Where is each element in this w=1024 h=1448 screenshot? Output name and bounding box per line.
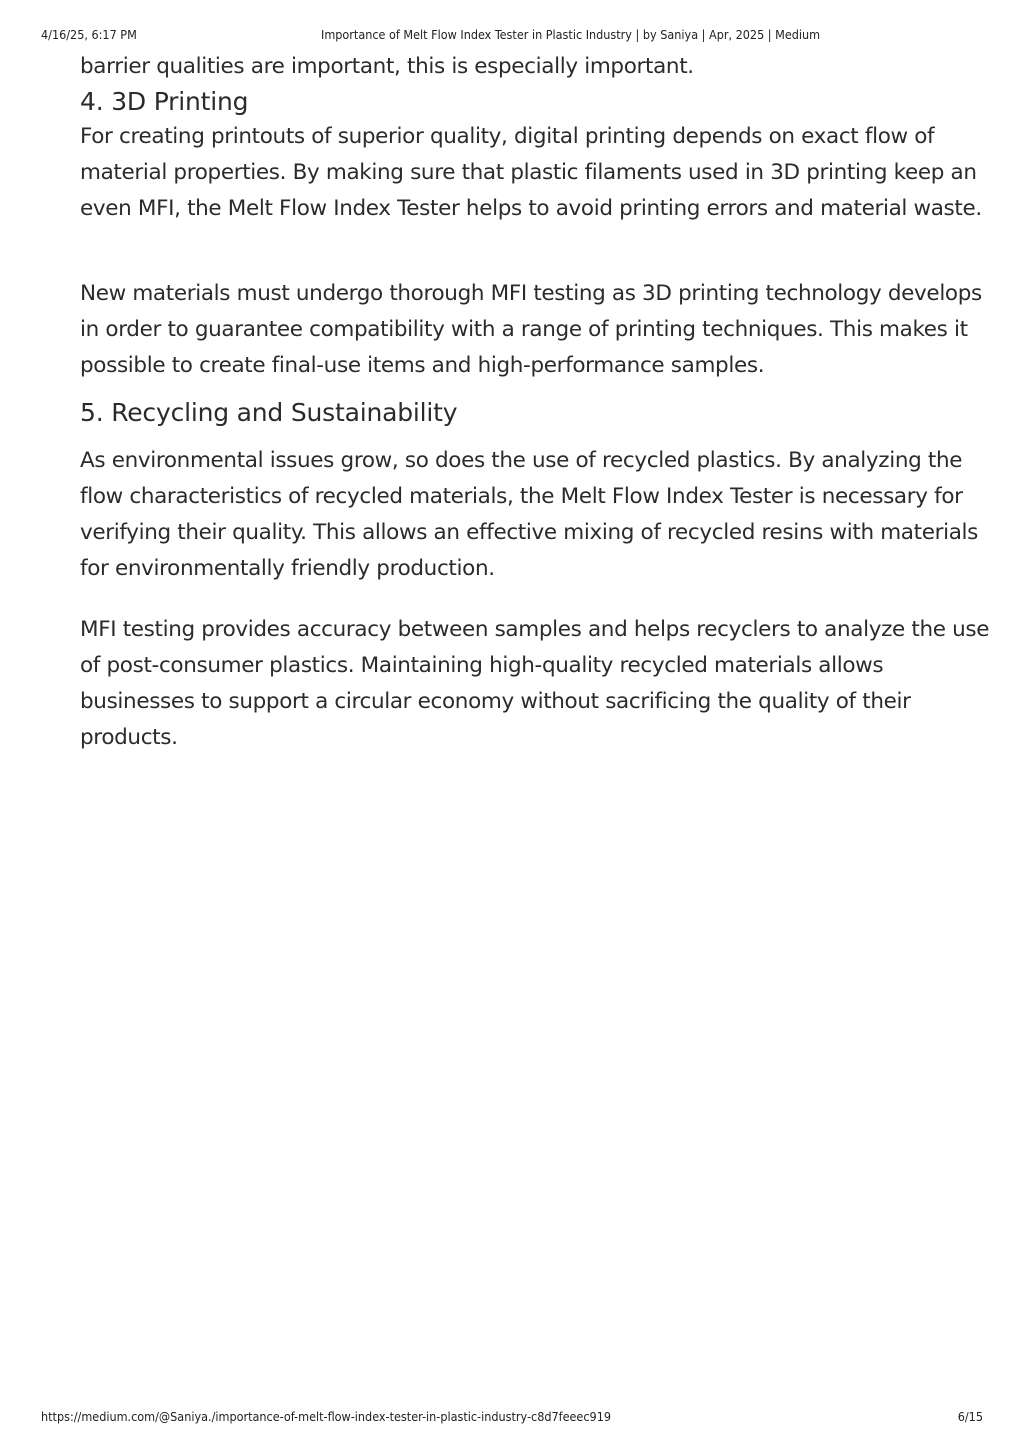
print-header [41,27,983,45]
intro-fragment-paragraph: barrier qualities are important, this is especially important. [80,54,694,79]
article-body [80,49,990,756]
section-heading-recycling: 5. Recycling and Sustainability [80,398,458,427]
section-paragraph: As environmental issues grow, so does the use of recycled plastics. By analyzing the flow characteristics of recycled materials, the Melt Flow Index Tester is necessary for verifying their quality. This allows an effective mixing of recycled resins with materials for environmentally friendly production. [80,448,978,581]
section-heading-3d-printing: 4. 3D Printing [80,87,249,116]
print-footer [41,1409,983,1427]
section-paragraph: New materials must undergo thorough MFI testing as 3D printing technology develops in order to guarantee compatibility with a range of printing techniques. This makes it possible to create final-use items and high-performance samples. [80,281,982,378]
print-page-title: Importance of Melt Flow Index Tester in Plastic Industry | by Saniya | Apr, 2025 | Medium [321,27,821,42]
page-url: https://medium.com/@Saniya./importance-of-melt-flow-index-tester-in-plastic-industry-c8d7feeec919 [41,1409,612,1424]
section-paragraph: For creating printouts of superior quality, digital printing depends on exact flow of material properties. By making sure that plastic filaments used in 3D printing keep an even MFI, the Melt Flow Index Tester helps to avoid printing errors and material waste. [80,124,982,221]
print-date: 4/16/25, 6:17 PM [41,27,137,42]
page-number: 6/15 [957,1409,983,1424]
section-paragraph: MFI testing provides accuracy between samples and helps recyclers to analyze the use of post-consumer plastics. Maintaining high-quality recycled materials allows businesses to support a circular economy without sacrificing the quality of their products. [80,617,990,750]
